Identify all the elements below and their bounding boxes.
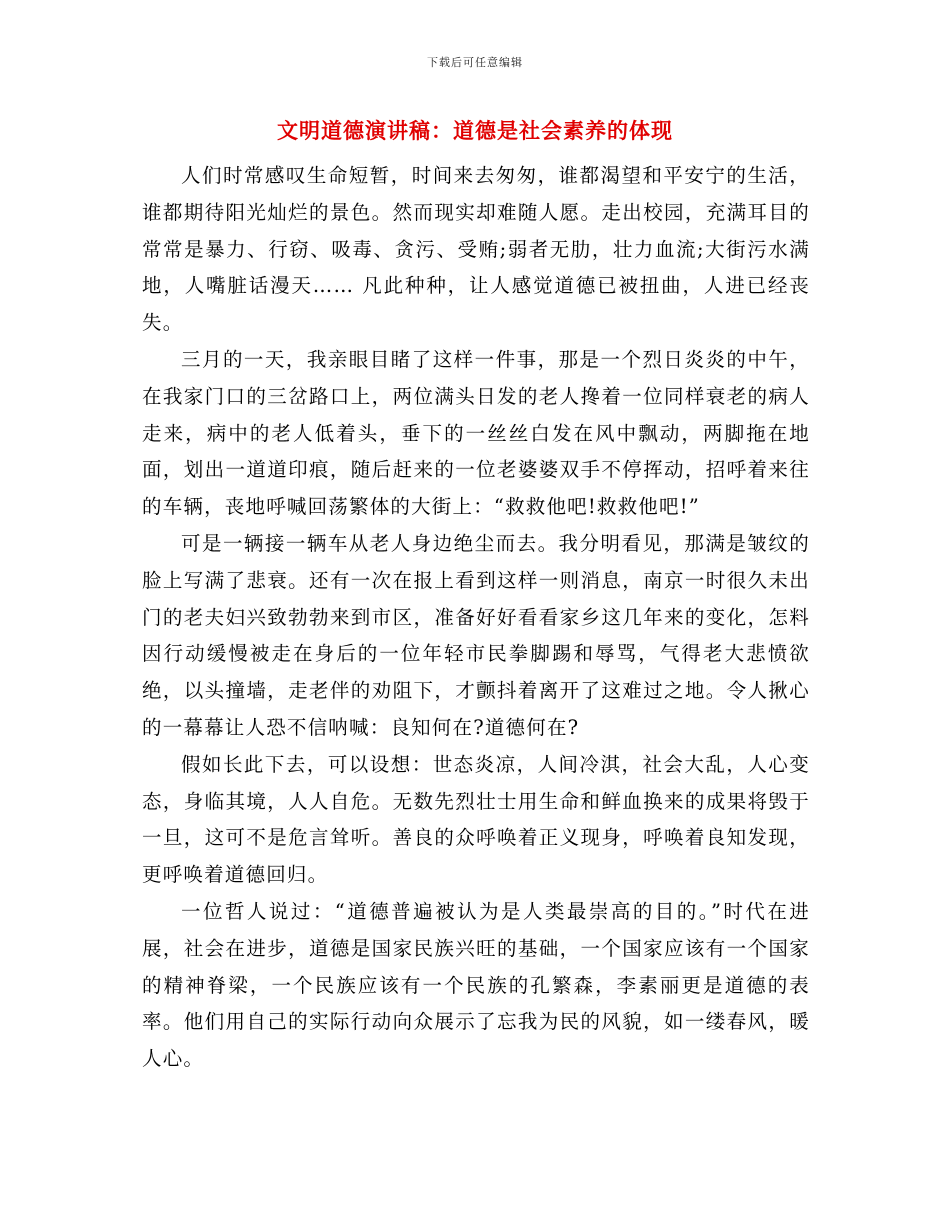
paragraph-3: 可是一辆接一辆车从老人身边绝尘而去。我分明看见，那满是皱纹的脸上写满了悲衰。还有一次在报上看到这样一则消息，南京一时很久未出门的老夫妇兴致勃勃来到市区，准备好好看看家乡这几年来的变化，怎料因行动缓慢被走在身后的一位年轻市民拳脚踢和辱骂，气得老大悲愤欲绝，以头撞墙，走老伴的劝阻下，才颤抖着离开了这难过之地。令人揪心的一幕幕让人恐不信呐喊：良知何在?道德何在?: [142, 531, 810, 739]
header-note: 下载后可任意编辑: [427, 56, 523, 69]
paragraph-2: 三月的一天，我亲眼目睹了这样一件事，那是一个烈日炎炎的中午，在我家门口的三岔路口上，两位满头日发的老人搀着一位同样衰老的病人走来，病中的老人低着头，垂下的一丝丝白发在风中飘动，两脚拖在地面，划出一道道印痕，随后赶来的一位老婆婆双手不停挥动，招呼着来往的车辆，丧地呼喊回荡繁体的大街上：“救救他吧!救救他吧!”: [142, 347, 810, 519]
paragraph-5: 一位哲人说过：“道德普遍被认为是人类最崇高的目的。”时代在进展，社会在进步，道德是国家民族兴旺的基础，一个国家应该有一个国家的精神脊梁，一个民族应该有一个民族的孔繁森，李素丽更是道德的表率。他们用自己的实际行动向众展示了忘我为民的风貌，如一缕春风，暖人心。: [142, 899, 810, 1071]
document-body: [142, 158, 810, 1078]
paragraph-4: 假如长此下去，可以设想：世态炎凉，人间冷淇，社会大乱，人心变态，身临其境，人人自危。无数先烈壮士用生命和鲜血换来的成果将毁于一旦，这可不是危言耸听。善良的众呼唤着正义现身，呼唤着良知发现，更呼唤着道德回归。: [142, 752, 810, 887]
document-title: 文明道德演讲稿：道德是社会素养的体现: [277, 118, 673, 143]
paragraph-1: 人们时常感叹生命短暂，时间来去匆匆，谁都渴望和平安宁的生活，谁都期待阳光灿烂的景色。然而现实却难随人愿。走出校园，充满耳目的常常是暴力、行窃、吸毒、贪污、受贿;弱者无肋，壮力血流;大街污水满地，人嘴脏话漫天…… 凡此种种，让人感觉道德已被扭曲，人进已经丧失。: [142, 164, 810, 335]
